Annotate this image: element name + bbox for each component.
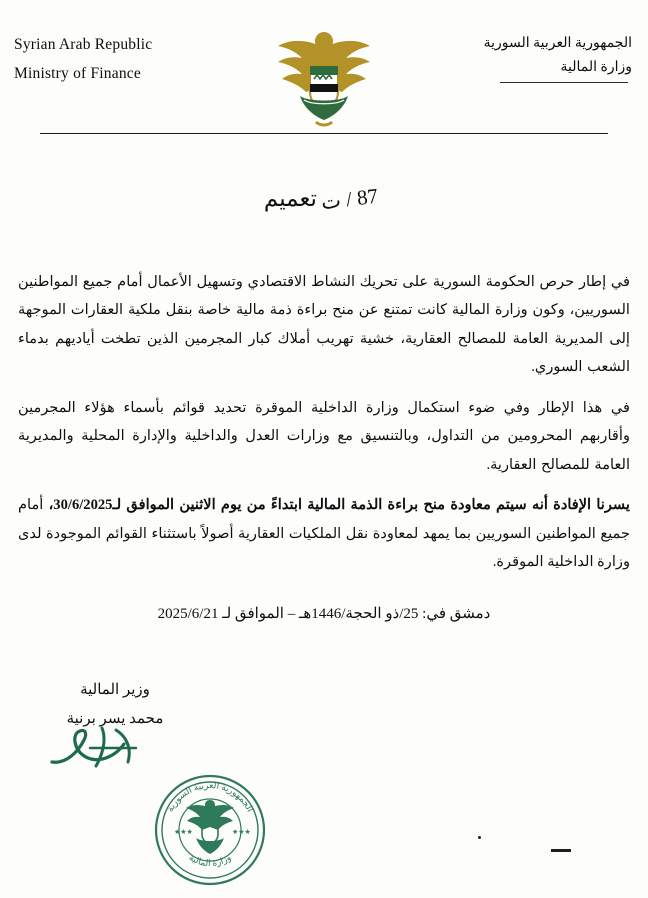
- svg-text:★★★: ★★★: [174, 828, 193, 836]
- handwritten-signature-icon: [44, 722, 154, 774]
- paragraph-3-rest: أمام جميع المواطنين السوريين بما يمهد لمعاودة نقل الملكيات العقارية أصولاً باستثناء القوائم الموجودة لدى وزارة الداخلية الموقرة.: [18, 497, 630, 571]
- signer-role: وزير المالية: [80, 682, 150, 698]
- ministry-of-finance-round-seal-icon: [152, 772, 268, 888]
- stray-ink-dash: [551, 849, 571, 852]
- stray-ink-dot: [478, 836, 481, 839]
- ministry-name-en: Ministry of Finance: [14, 65, 141, 83]
- header-divider: [40, 133, 608, 134]
- header-underline: [500, 82, 628, 83]
- circular-word: تعميم: [263, 186, 317, 211]
- svg-text:وزارة المالية: وزارة المالية: [187, 852, 233, 869]
- document-header: [0, 22, 648, 122]
- svg-text:الجمهورية العربية السورية: الجمهورية العربية السورية: [164, 779, 256, 814]
- signer-name: محمد يسر برنية: [66, 710, 164, 727]
- ministry-name-ar: وزارة المالية: [560, 59, 632, 75]
- syrian-eagle-emblem-icon: [264, 26, 384, 138]
- country-name-ar: الجمهورية العربية السورية: [483, 36, 632, 51]
- header-right-arabic: [402, 32, 632, 83]
- paragraph-1: في إطار حرص الحكومة السورية على تحريك النشاط الاقتصادي وتسهيل الأعمال أمام جميع المواطنين السوريين، وكون وزارة المالية كانت تمتنع عن منح براءة ذمة مالية خاصة بنقل ملكية العقارات الموجهة إلى المديرية العامة للمصالح العقارية، خشية تهريب أملاك كبار المجرمين الذين تطخت أياديهم بدماء الشعب السوري.: [18, 274, 630, 376]
- paragraph-3: [18, 491, 630, 576]
- svg-text:★★★: ★★★: [232, 828, 251, 836]
- paragraph-2: في هذا الإطار وفي ضوء استكمال وزارة الداخلية الموقرة تحديد قوائم بأسماء هؤلاء المجرمين وأقاربهم المحرومين من التداول، وبالتنسيق مع وزارات العدل والداخلية والإدارة المحلية والمديرية العامة للمصالح العقارية.: [18, 399, 630, 473]
- document-body: [18, 268, 630, 589]
- country-name-en: Syrian Arab Republic: [14, 36, 153, 53]
- circular-number: 87 / ت: [319, 183, 380, 215]
- date-line: دمشق في: 25/ذو الحجة/1446هـ – الموافق لـ 2025/6/21: [157, 606, 491, 622]
- paragraph-3-highlight: يسرنا الإفادة أنه سيتم معاودة منح براءة الذمة المالية ابتداءً من يوم الاثنين الموافق لـ30/6/2025،: [48, 497, 630, 514]
- page-title: [0, 183, 648, 215]
- header-left-english: [14, 30, 244, 89]
